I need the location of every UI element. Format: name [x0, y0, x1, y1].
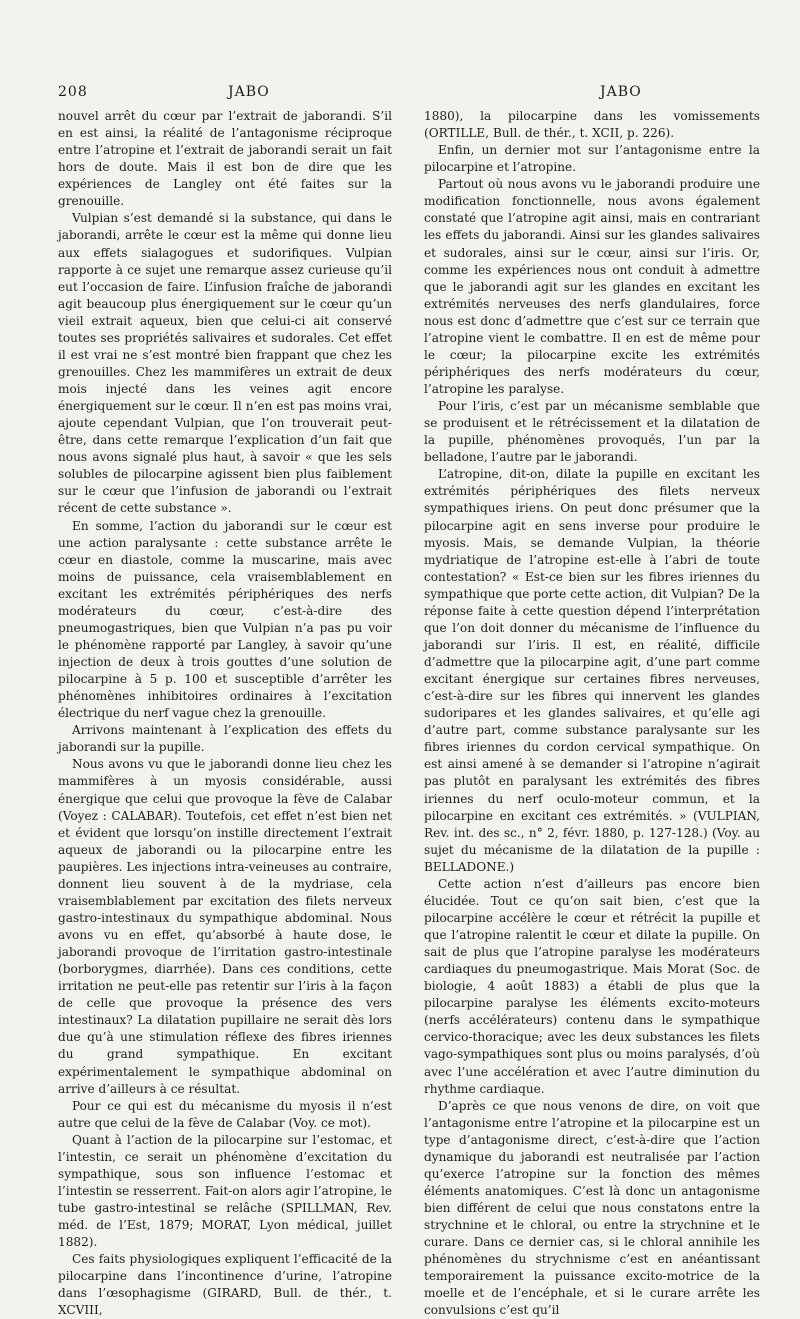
paragraph: Cette action n’est d’ailleurs pas encore bien élucidée. Tout ce qu’on sait bien, c’est que la pilocarpine accélère le cœur et rétrécit la pupille et que l’atropine ralentit le cœur et dilate la pupille. On sait de plus que l’atropine paralyse les modérateurs cardiaques du pneumogastrique. Mais Morat (Soc. de biologie, 4 août 1883) a établi de plus que la pilocarpine paralyse les éléments excito-moteurs (nerfs accélérateurs) contenu dans le sympathique cervico-thoracique; avec les deux substances les filets vago-sympathiques sont plus ou moins paralysés, d’où avec l’une accélération et avec l’autre diminution du rhythme cardiaque.	[424, 876, 760, 1096]
paragraph: Ces faits physiologiques expliquent l’efficacité de la pilocarpine dans l’incontinence d’urine, l’atropine dans l’œsophagisme (GIRARD, Bull. de thér., t. XCVIII,	[58, 1252, 392, 1318]
page-number: 208	[58, 84, 88, 100]
running-title-right: JABO	[600, 84, 642, 100]
paragraph: Enfin, un dernier mot sur l’antagonisme entre la pilocarpine et l’atropine.	[424, 143, 760, 175]
paragraph: Partout où nous avons vu le jaborandi produire une modification fonctionnelle, nous avons également constaté que l’atropine agit ainsi, mais en contrariant les effets du jaborandi. Ainsi sur les glandes salivaires et sudorales, ainsi sur le cœur, ainsi sur l’iris. Or, comme les expériences nous ont conduit à admettre que le jaborandi agit sur les glandes en excitant les extrémités nerveuses des nerfs glandulaires, force nous est donc d’admettre que c’est sur ce terrain que l’atropine vient le combattre. Il en est de même pour le cœur; la pilocarpine excite les extrémités périphériques des nerfs modérateurs du cœur, l’atropine les paralyse.	[424, 177, 760, 396]
paragraph: En somme, l’action du jaborandi sur le cœur est une action paralysante : cette substance arrête le cœur en diastole, comme la muscarine, mais avec moins de puissance, cela vraisemblablement en excitant les extrémités périphériques des nerfs modérateurs du cœur, c’est-à-dire des pneumogastriques, bien que Vulpian n’a pas pu voir le phénomène rapporté par Langley, à savoir qu’une injection de deux à trois gouttes d’une solution de pilocarpine à 5 p. 100 et susceptible d’arrêter les phénomènes inhibitoires ordinaires à l’excitation électrique du nerf vague chez la grenouille.	[58, 518, 392, 721]
paragraph: nouvel arrêt du cœur par l’extrait de jaborandi. S’il en est ainsi, la réalité de l’antagonisme réciproque entre l’atropine et l’extrait de jaborandi serait un fait hors de doute. Mais il est bon de dire que les expériences de Langley ont été faites sur la grenouille.	[58, 109, 392, 209]
paragraph: Arrivons maintenant à l’explication des effets du jaborandi sur la pupille.	[58, 723, 392, 755]
paragraph: Quant à l’action de la pilocarpine sur l’estomac, et l’intestin, ce serait un phénomène d’excitation du sympathique, sous son influence l’estomac et l’intestin se resserrent. Fait-on alors agir l’atropine, le tube gastro-intestinal se relâche (SPILLMAN, Rev. méd. de l’Est, 1879; MORAT, Lyon médical, juillet 1882).	[58, 1132, 392, 1250]
paragraph: L’atropine, dit-on, dilate la pupille en excitant les extrémités périphériques des filets nerveux sympathiques iriens. On peut donc présumer que la pilocarpine agit en sens inverse pour produire le myosis. Mais, se demande Vulpian, la théorie mydriatique de l’atropine est-elle à l’abri de toute contestation? « Est-ce bien sur les fibres iriennes du sympathique que porte cette action, dit Vulpian? De la réponse faite à cette question dépend l’interprétation que l’on doit donner du mécanisme de l’influence du jaborandi sur l’iris. Il est, en réalité, difficile d’admettre que la pilocarpine agit, d’une part comme excitant énergique sur certaines fibres nerveuses, c’est-à-dire sur les fibres qui innervent les glandes sudoripares et les glandes salivaires, et qu’elle agi d’autre part, comme substance paralysante sur les fibres iriennes du cordon cervical sympathique. On est ainsi amené à se demander si l’atropine n’agirait pas plutôt en paralysant les extrémités des fibres iriennes du nerf oculo-moteur commun, et la pilocarpine en excitant ces extrémités. » (VULPIAN, Rev. int. des sc., n° 2, févr. 1880, p. 127-128.) (Voy. au sujet du mécanisme de la dilatation de la pupille : BELLADONE.)	[424, 467, 760, 874]
paragraph: Vulpian s’est demandé si la substance, qui dans le jaborandi, arrête le cœur est la même qui donne lieu aux effets sialagogues et sudorifiques. Vulpian rapporte à ce sujet une remarque assez curieuse qu’il eut l’occasion de faire. L’infusion fraîche de jaborandi agit beaucoup plus énergiquement sur le cœur qu’un vieil extrait aqueux, bien que celui-ci ait conservé toutes ses propriétés salivaires et sudorales. Cet effet il est vrai ne s’est montré bien frappant que chez les grenouilles. Chez les mammifères un extrait de deux mois injecté dans les veines agit encore énergiquement sur le cœur. Il n’en est pas moins vrai, ajoute cependant Vulpian, que l’on trouverait peut-être, dans cette remarque l’explication d’un fait que nous avons signalé plus haut, à savoir « que les sels solubles de pilocarpine agissent bien plus faiblement sur le cœur que l’infusion de jaborandi ou l’extrait récent de cette substance ».	[58, 211, 392, 516]
running-header	[58, 84, 764, 104]
right-column	[424, 108, 760, 1319]
running-title-left: JABO	[228, 84, 270, 100]
paragraph: Pour ce qui est du mécanisme du myosis il n’est autre que celui de la fève de Calabar (Voy. ce mot).	[58, 1098, 392, 1130]
paragraph: 1880), la pilocarpine dans les vomissements (ORTILLE, Bull. de thér., t. XCII, p. 226).	[424, 109, 760, 141]
left-column	[58, 108, 392, 1319]
paragraph: Nous avons vu que le jaborandi donne lieu chez les mammifères à un myosis considérable, aussi énergique que celui que provoque la fève de Calabar (Voyez : CALABAR). Toutefois, cet effet n’est bien net et évident que lorsqu’on instille directement l’extrait aqueux de jaborandi ou la pilocarpine entre les paupières. Les injections intra-veineuses au contraire, donnent lieu souvent à de la mydriase, cela vraisemblablement par excitation des filets nerveux gastro-intestinaux du sympathique abdominal. Nous avons vu en effet, qu’absorbé à haute dose, le jaborandi provoque de l’irritation gastro-intestinale (borborygmes, diarrhée). Dans ces conditions, cette irritation ne peut-elle pas retentir sur l’iris à la façon de celle que provoque la présence des vers intestinaux? La dilatation pupillaire ne serait dès lors due qu’à une stimulation réflexe des fibres iriennes du grand sympathique. En excitant expérimentalement le sympathique abdominal on arrive d’ailleurs à ce résultat.	[58, 757, 392, 1096]
paragraph: Pour l’iris, c’est par un mécanisme semblable que se produisent et le rétrécissement et la dilatation de la pupille, phénomènes provoqués, l’un par la belladone, l’autre par le jaborandi.	[424, 399, 760, 465]
paragraph: D’après ce que nous venons de dire, on voit que l’antagonisme entre l’atropine et la pilocarpine est un type d’antagonisme direct, c’est-à-dire que l’action dynamique du jaborandi est neutralisée par l’action qu’exerce l’atropine sur la fonction des mêmes éléments anatomiques. C’est là donc un antagonisme bien différent de celui que nous constatons entre la strychnine et le chloral, ou entre la strychnine et le curare. Dans ce dernier cas, si le chloral annihile les phénomènes du strychnisme c’est en anéantissant temporairement la puissance excito-motrice de la moelle et de l’encéphale, et si le curare arrête les convulsions c’est qu’il	[424, 1098, 760, 1318]
